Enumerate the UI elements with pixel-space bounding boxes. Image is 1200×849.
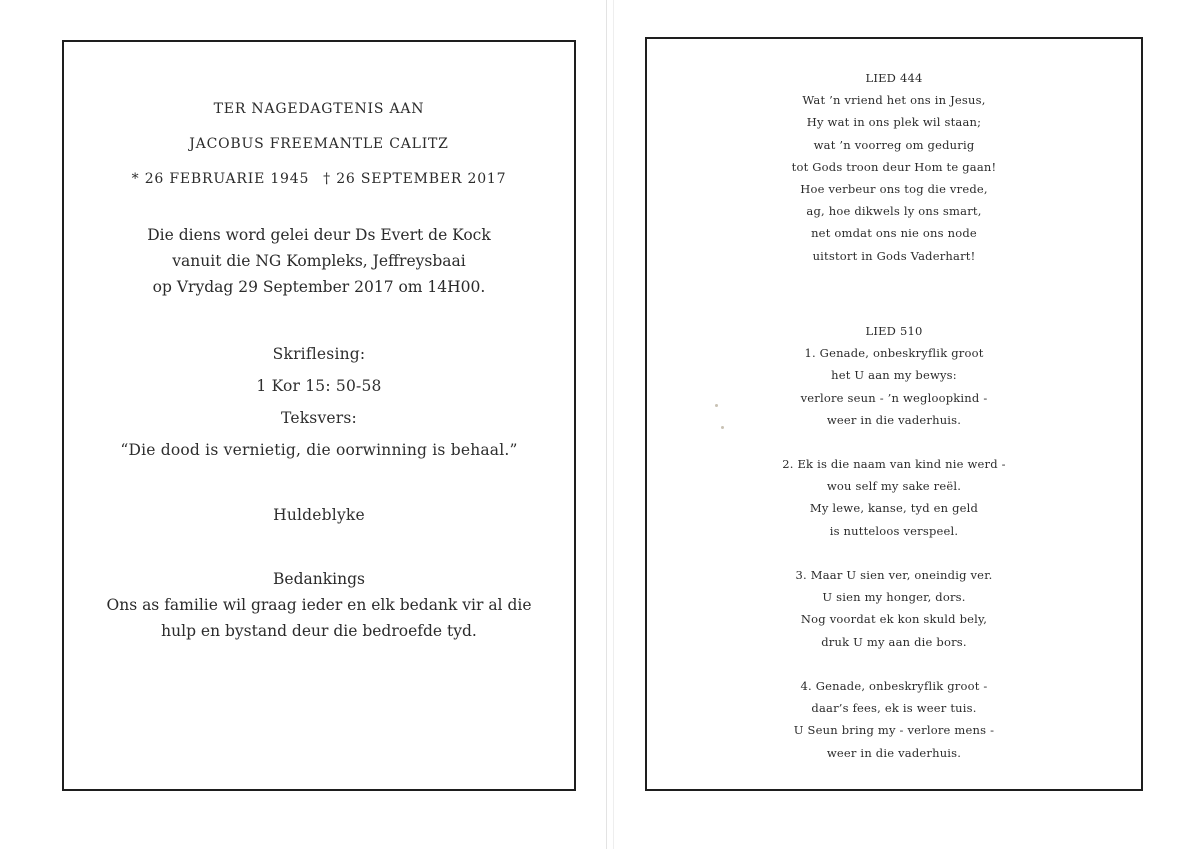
verse-line: My lewe, kanse, tyd en geld xyxy=(809,501,979,516)
deceased-name: JACOBUS FREEMANTLE CALITZ xyxy=(189,136,449,152)
verse-line: 3. Maar U sien ver, oneindig ver. xyxy=(795,568,993,582)
hymn-line: wat ’n voorreg om gedurig xyxy=(813,137,975,152)
heading-line-1: TER NAGEDAGTENIS AAN xyxy=(213,101,425,117)
verse-line: Nog voordat ek kon skuld bely, xyxy=(800,612,988,627)
paper-speck xyxy=(715,404,718,407)
thanks-section xyxy=(64,566,574,644)
verse-line: verlore seun - ’n wegloopkind - xyxy=(800,390,988,405)
hymn-title: LIED 510 xyxy=(865,324,923,338)
hymn-line: uitstort in Gods Vaderhart! xyxy=(812,248,976,263)
verse-line: weer in die vaderhuis. xyxy=(826,412,962,427)
hymn-title: LIED 444 xyxy=(865,71,923,85)
service-line: Die diens word gelei deur Ds Evert de Kock xyxy=(147,226,491,244)
verse-line: U sien my honger, dors. xyxy=(822,590,966,605)
hymn-510-verse-3 xyxy=(647,564,1141,653)
scripture-section xyxy=(64,341,574,463)
verse-line: 2. Ek is die naam van kind nie werd - xyxy=(782,457,1006,471)
thanks-text-line: Ons as familie wil graag ieder en elk bedank vir al die xyxy=(106,596,532,614)
verse-line: daar’s fees, ek is weer tuis. xyxy=(811,701,977,716)
scripture-label: Skriflesing: xyxy=(272,345,366,363)
memorial-heading xyxy=(64,92,574,197)
service-line: vanuit die NG Kompleks, Jeffreysbaai xyxy=(172,252,466,270)
verse-line: 4. Genade, onbeskryflik groot - xyxy=(800,679,988,693)
text-quote: “Die dood is vernietig, die oorwinning is behaal.” xyxy=(120,441,518,459)
verse-line: is nutteloos verspeel. xyxy=(829,523,959,538)
birth-date: * 26 FEBRUARIE 1945 xyxy=(131,171,310,187)
scripture-reference: 1 Kor 15: 50-58 xyxy=(256,377,382,395)
page-fold-shadow xyxy=(613,0,614,849)
tributes-label: Huldeblyke xyxy=(273,506,365,524)
left-panel xyxy=(62,40,576,791)
hymn-444 xyxy=(647,67,1141,267)
text-label: Teksvers: xyxy=(281,409,357,427)
tributes-heading xyxy=(64,502,574,528)
right-panel xyxy=(645,37,1143,791)
service-details xyxy=(64,222,574,300)
paper-speck xyxy=(721,426,724,429)
thanks-text-line: hulp en bystand deur die bedroefde tyd. xyxy=(161,622,477,640)
death-date: † 26 SEPTEMBER 2017 xyxy=(323,171,507,187)
hymn-510-verse-4 xyxy=(647,675,1141,764)
verse-line: het U aan my bewys: xyxy=(831,368,957,383)
verse-line: wou self my sake reël. xyxy=(826,479,962,494)
verse-line: 1. Genade, onbeskryflik groot xyxy=(804,346,984,361)
hymn-510-verse-2 xyxy=(647,453,1141,542)
hymn-line: tot Gods troon deur Hom te gaan! xyxy=(791,159,997,174)
verse-line: weer in die vaderhuis. xyxy=(826,745,962,760)
hymn-line: Hy wat in ons plek wil staan; xyxy=(806,115,982,130)
verse-line: druk U my aan die bors. xyxy=(821,634,967,649)
thanks-label: Bedankings xyxy=(273,570,365,588)
hymn-line: Hoe verbeur ons tog die vrede, xyxy=(800,182,988,197)
verse-line: U Seun bring my - verlore mens - xyxy=(793,723,995,738)
hymn-line: ag, hoe dikwels ly ons smart, xyxy=(806,204,982,219)
hymn-line: Wat ’n vriend het ons in Jesus, xyxy=(802,93,986,108)
hymn-510 xyxy=(647,320,1141,431)
hymn-line: net omdat ons nie ons node xyxy=(811,226,977,241)
life-dates xyxy=(64,162,574,197)
page-fold xyxy=(606,0,607,849)
service-line: op Vrydag 29 September 2017 om 14H00. xyxy=(152,278,486,296)
